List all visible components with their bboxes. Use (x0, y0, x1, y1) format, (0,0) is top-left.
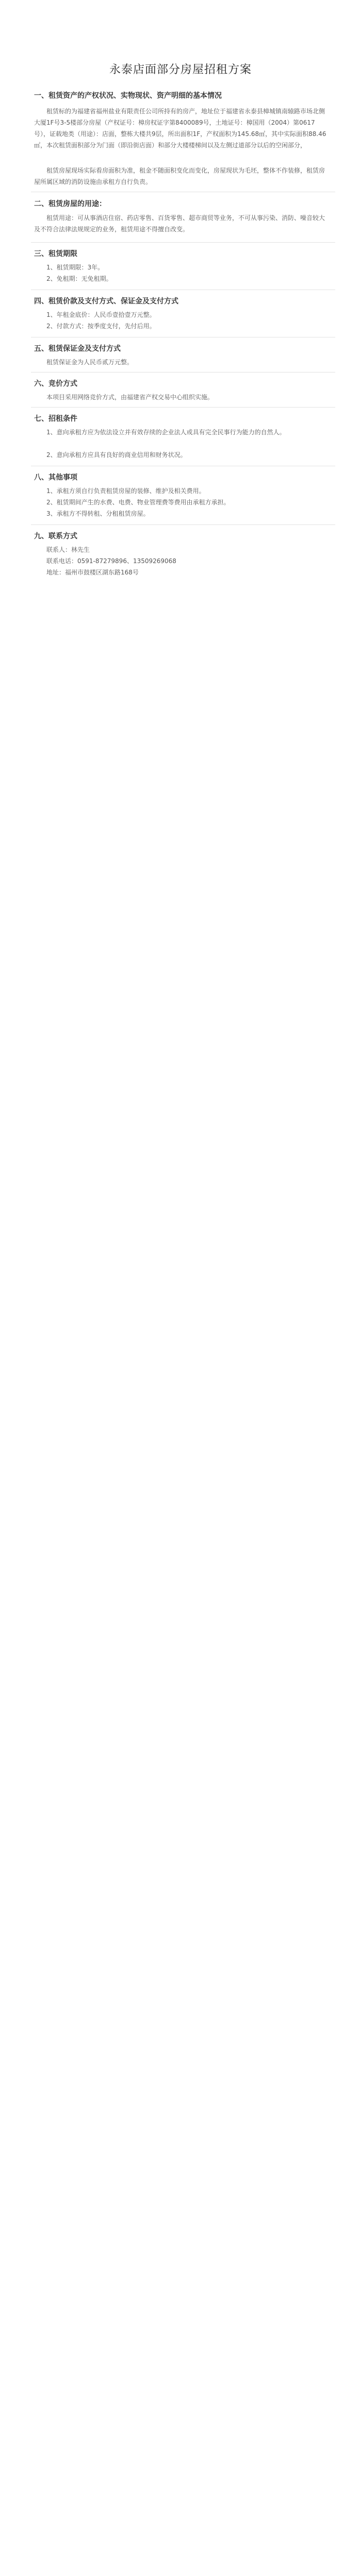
section-1-paragraph-2: 租赁房屋现场实际看房面积为准，租金不随面积变化而变化，房屋现状为毛坯，整体不作装修，租赁房屋所属区域的消防设施由承租方自行负责。 (34, 167, 325, 185)
contact-address: 地址：福州市鼓楼区湖东路168号 (46, 569, 139, 576)
section-3-paragraph-2: 2、免租期：无免租期。 (46, 275, 112, 282)
section-6-paragraph-1: 本项目采用网络竞价方式，由福建省产权交易中心组织实施。 (46, 394, 214, 401)
section-5-heading: 五、租赁保证金及支付方式 (34, 345, 121, 353)
document-title: 永泰店面部分房屋招租方案 (109, 63, 252, 76)
contact-person: 联系人：林先生 (46, 546, 90, 553)
section-4-paragraph-2: 2、付款方式：按季度支付，先付后用。 (46, 323, 156, 330)
section-5-paragraph-1: 租赁保证金为人民币贰万元整。 (46, 359, 134, 366)
contact-phone: 联系电话：0591-87279896、13509269068 (46, 557, 176, 565)
section-4-heading: 四、租赁价款及支付方式、保证金及支付方式 (34, 297, 178, 306)
divider (31, 524, 335, 525)
section-3-paragraph-1: 1、租赁期限：3年。 (46, 264, 104, 271)
section-4-paragraph-1: 1、年租金底价：人民币壹拾壹万元整。 (46, 311, 156, 318)
section-8-paragraph-2: 2、租赁期间产生的水费、电费、物业管理费等费用由承租方承担。 (46, 499, 230, 506)
section-9-heading: 九、联系方式 (34, 532, 77, 540)
section-7-paragraph-1: 1、意向承租方应为依法设立并有效存续的企业法人或具有完全民事行为能力的自然人。 (46, 429, 286, 436)
section-8-paragraph-1: 1、承租方须自行负责租赁房屋的装修、维护及相关费用。 (46, 487, 205, 495)
section-8-heading: 八、其他事项 (34, 473, 77, 482)
divider (31, 407, 335, 408)
section-2-heading: 二、租赁房屋的用途： (34, 200, 106, 208)
section-8-paragraph-3: 3、承租方不得转租、分租租赁房屋。 (46, 510, 150, 517)
section-7-paragraph-2: 2、意向承租方应具有良好的商业信用和财务状况。 (46, 451, 187, 459)
section-2-paragraph-1: 租赁用途：可从事酒店住宿、药店零售、百货零售、超市商贸等业务，不可从事污染、消防、噪音较大及不符合法律法规规定的业务，租赁用途不得擅自改变。 (34, 214, 325, 233)
section-6-heading: 六、竞价方式 (34, 380, 77, 388)
section-3-heading: 三、租赁期限 (34, 250, 77, 258)
section-7-heading: 七、招租条件 (34, 415, 77, 423)
section-1-heading: 一、租赁资产的产权状况、实物现状、资产明细的基本情况 (34, 92, 222, 100)
divider (31, 242, 335, 243)
section-1-paragraph-1: 租赁标的为福建省福州盐业有限责任公司所持有的房产，地址位于福建省永泰县樟城镇南辕路市场北侧大厦1F号3-5楼部分房屋（产权证号：樟房权证字第8400089号，土地证号：樟国用（2004）第0617号），证载地类（用途）：店面，整栋大楼共9层，所出面积1F，产权面积为145.68㎡，其中实际面积88.46㎡，本次租赁面积部分为门面（即沿街店面）和部分大楼楼梯间以及左侧过道部分以后的空闲部分， (34, 108, 326, 149)
